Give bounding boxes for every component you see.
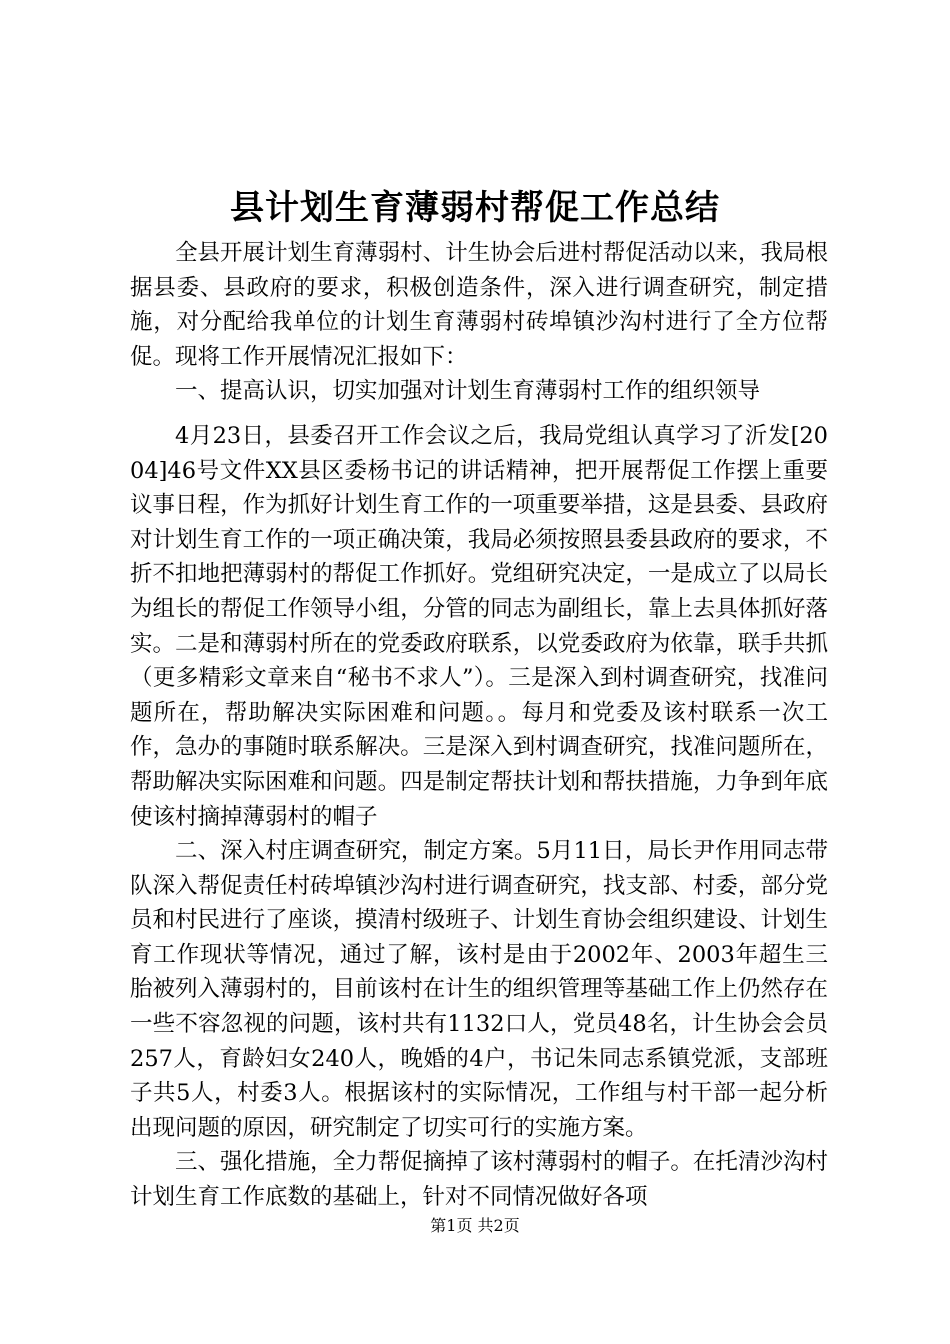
page-number-footer: 第1页 共2页 [430,1216,520,1235]
section-one-heading: 一、提高认识，切实加强对计划生育薄弱村工作的组织领导 [175,378,761,405]
document-title: 县计划生育薄弱村帮促工作总结 [230,188,720,228]
section-one-paragraph: 4月23日，县委召开工作会议之后，我局党组认真学习了沂发[2004]46号文件XX县区委杨书记的讲话精神，把开展帮促工作摆上重要议事日程，作为抓好计划生育工作的一项重要举措，这是县委、县政府对计划生育工作的一项正确决策，我局必须按照县委县政府的要求，不折不扣地把薄弱村的帮促工作抓好。党组研究决定，一是成立了以局长为组长的帮促工作领导小组，分管的同志为副组长，靠上去具体抓好落实。二是和薄弱村所在的党委政府联系，以党委政府为依靠，联手共抓（更多精彩文章来自“秘书不求人”）。三是深入到村调查研究，找准问题所在，帮助解决实际困难和问题。。每月和党委及该村联系一次工作，急办的事随时联系解决。三是深入到村调查研究，找准问题所在，帮助解决实际困难和问题。四是制定帮扶计划和帮扶措施，力争到年底使该村摘掉薄弱村的帽子 [130,422,828,830]
section-two-paragraph: 二、深入村庄调查研究，制定方案。5月11日，局长尹作用同志带队深入帮促责任村砖埠镇沙沟村进行调查研究，找支部、村委，部分党员和村民进行了座谈，摸清村级班子、计划生育协会组织建设、计划生育工作现状等情况，通过了解，该村是由于2002年、2003年超生三胎被列入薄弱村的，目前该村在计生的组织管理等基础工作上仍然存在一些不容忽视的问题，该村共有1132口人，党员48名，计生协会会员257人，育龄妇女240人，晚婚的4户，书记朱同志系镇党派，支部班子共5人，村委3人。根据该村的实际情况，工作组与村干部一起分析出现问题的原因，研究制定了切实可行的实施方案。 [130,838,828,1141]
section-three-paragraph: 三、强化措施，全力帮促摘掉了该村薄弱村的帽子。在托清沙沟村计划生育工作底数的基础上，针对不同情况做好各项 [130,1149,828,1211]
document-body [130,236,828,1215]
intro-paragraph: 全县开展计划生育薄弱村、计生协会后进村帮促活动以来，我局根据县委、县政府的要求，积极创造条件，深入进行调查研究，制定措施，对分配给我单位的计划生育薄弱村砖埠镇沙沟村进行了全方位帮促。现将工作开展情况汇报如下： [130,240,828,370]
